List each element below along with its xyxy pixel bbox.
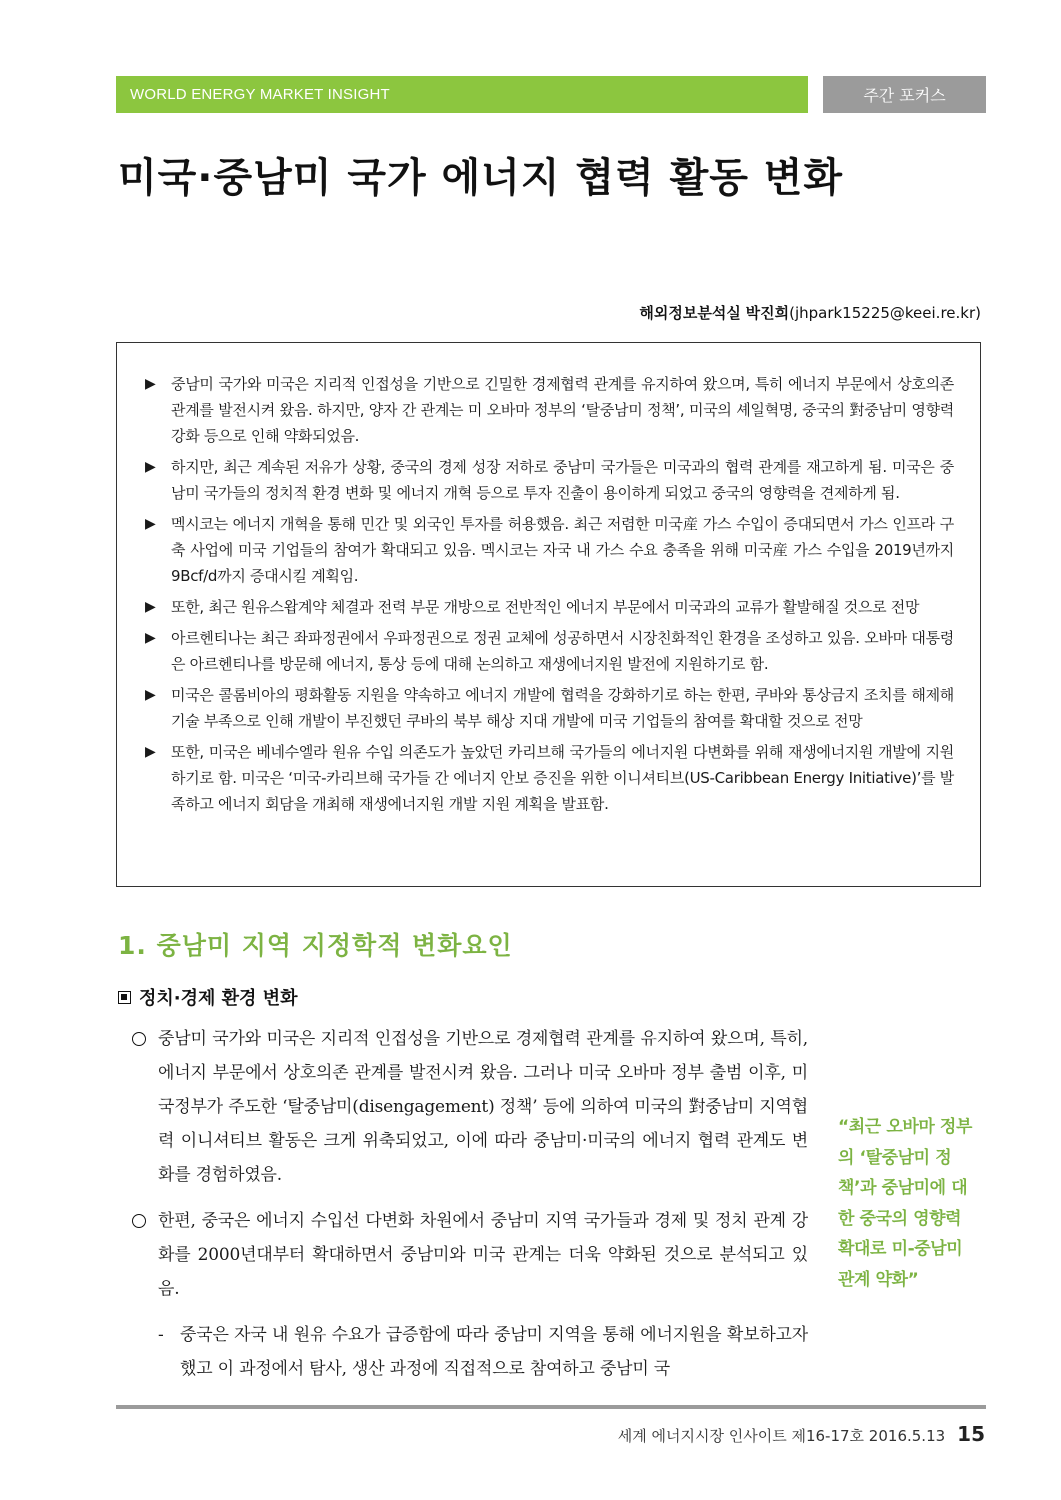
- triangle-bullet-icon: ▶: [145, 630, 156, 646]
- author-department: 해외정보분석실: [639, 304, 741, 322]
- pull-quote: “최근 오바마 정부의 ‘탈중남미 정책’과 중남미에 대한 중국의 영향력 확대로 미-중남미 관계 약화”: [838, 1117, 972, 1290]
- footer-publication: 세계 에너지시장 인사이트 제16-17호 2016.5.13: [617, 1427, 946, 1445]
- summary-text: 또한, 미국은 베네수엘라 원유 수입 의존도가 높았던 카리브해 국가들의 에너지원 다변화를 위해 재생에너지원 개발에 지원하기로 함. 미국은 ‘미국-카리브해 국가들 간 에너지 안보 증진을 위한 이니셔티브(US-Caribbean Energy Initiative)’를 발족하고 에너지 회담을 개최해 재생에너지원 개발 지원 계획을 발표함.: [171, 743, 954, 813]
- summary-text: 하지만, 최근 계속된 저유가 상황, 중국의 경제 성장 저하로 중남미 국가들은 미국과의 협력 관계를 재고하게 됨. 미국은 중남미 국가들의 정치적 환경 변화 및 에너지 개혁 등으로 투자 진출이 용이하게 되었고 중국의 영향력을 견제하게 됨.: [171, 458, 954, 502]
- body-column: [132, 1022, 808, 1386]
- footer-divider: [116, 1405, 986, 1409]
- author-name: 박진희: [745, 304, 790, 322]
- triangle-bullet-icon: ▶: [145, 687, 156, 703]
- dash-bullet: -: [158, 1325, 164, 1345]
- section-heading: 1. 중남미 지역 지정학적 변화요인: [118, 931, 513, 960]
- triangle-bullet-icon: ▶: [145, 459, 156, 475]
- square-bullet-icon: [118, 991, 131, 1004]
- circle-bullet-icon: [132, 1214, 146, 1228]
- body-paragraph: [132, 1022, 808, 1192]
- paragraph-text: 중남미 국가와 미국은 지리적 인접성을 기반으로 경제협력 관계를 유지하여 왔으며, 특히, 에너지 부문에서 상호의존 관계를 발전시켜 왔음. 그러나 미국 오바마 정부 출범 이후, 미국정부가 주도한 ‘탈중남미(disengagement) 정책’ 등에 의하여 미국의 對중남미 지역협력 이니셔티브 활동은 크게 위축되었고, 이에 따라 중남미·미국의 에너지 협력 관계도 변화를 경험하였음.: [158, 1029, 808, 1185]
- sub-heading-text: 정치·경제 환경 변화: [139, 988, 298, 1009]
- triangle-bullet-icon: ▶: [145, 744, 156, 760]
- summary-text: 중남미 국가와 미국은 지리적 인접성을 기반으로 긴밀한 경제협력 관계를 유지하여 왔으며, 특히 에너지 부문에서 상호의존 관계를 발전시켜 왔음. 하지만, 양자 간 관계는 미 오바마 정부의 ‘탈중남미 정책’, 미국의 셰일혁명, 중국의 對중남미 영향력 강화 등으로 인해 약화되었음.: [171, 375, 954, 445]
- page-number: 15: [957, 1422, 985, 1446]
- triangle-bullet-icon: ▶: [145, 376, 156, 392]
- summary-item: [145, 682, 954, 734]
- page-title: 미국·중남미 국가 에너지 협력 활동 변화: [118, 155, 844, 201]
- summary-item: [145, 625, 954, 677]
- dash-item: [132, 1318, 808, 1386]
- circle-bullet-icon: [132, 1032, 146, 1046]
- paragraph-text: 한편, 중국은 에너지 수입선 다변화 차원에서 중남미 지역 국가들과 경제 및 정치 관계 강화를 2000년대부터 확대하면서 중남미와 미국 관계는 더욱 약화된 것으로 분석되고 있음.: [158, 1211, 808, 1299]
- sub-heading: [118, 984, 297, 1010]
- footer: [618, 1422, 985, 1446]
- body-paragraph: [132, 1204, 808, 1306]
- summary-text: 멕시코는 에너지 개혁을 통해 민간 및 외국인 투자를 허용했음. 최근 저렴한 미국産 가스 수입이 증대되면서 가스 인프라 구축 사업에 미국 기업들의 참여가 확대되고 있음. 멕시코는 자국 내 가스 수요 충족을 위해 미국産 가스 수입을 2019년까지 9Bcf/d까지 증대시킬 계획임.: [171, 515, 954, 585]
- summary-item: [145, 739, 954, 817]
- summary-item: [145, 371, 954, 449]
- triangle-bullet-icon: ▶: [145, 516, 156, 532]
- section-tag-label: 주간 포커스: [863, 86, 946, 105]
- summary-item: [145, 594, 954, 620]
- series-header-bar: [116, 76, 808, 113]
- summary-text: 아르헨티나는 최근 좌파정권에서 우파정권으로 정권 교체에 성공하면서 시장친화적인 환경을 조성하고 있음. 오바마 대통령은 아르헨티나를 방문해 에너지, 통상 등에 대해 논의하고 재생에너지원 발전에 지원하기로 함.: [171, 629, 954, 673]
- series-title: WORLD ENERGY MARKET INSIGHT: [130, 86, 390, 103]
- summary-item: [145, 454, 954, 506]
- summary-text: 또한, 최근 원유스왑계약 체결과 전력 부문 개방으로 전반적인 에너지 부문에서 미국과의 교류가 활발해질 것으로 전망: [171, 598, 920, 616]
- summary-item: [145, 511, 954, 589]
- author-email: (jhpark15225@keei.re.kr): [789, 304, 981, 322]
- section-tag: [823, 76, 986, 113]
- author-line: [639, 302, 981, 323]
- summary-box: [116, 342, 981, 887]
- summary-text: 미국은 콜롬비아의 평화활동 지원을 약속하고 에너지 개발에 협력을 강화하기로 하는 한편, 쿠바와 통상금지 조치를 해제해 기술 부족으로 인해 개발이 부진했던 쿠바의 북부 해상 지대 개발에 미국 기업들의 참여를 확대할 것으로 전망: [171, 686, 954, 730]
- triangle-bullet-icon: ▶: [145, 599, 156, 615]
- dash-item-text: 중국은 자국 내 원유 수요가 급증함에 따라 중남미 지역을 통해 에너지원을 확보하고자 했고 이 과정에서 탐사, 생산 과정에 직접적으로 참여하고 중남미 국: [180, 1325, 808, 1379]
